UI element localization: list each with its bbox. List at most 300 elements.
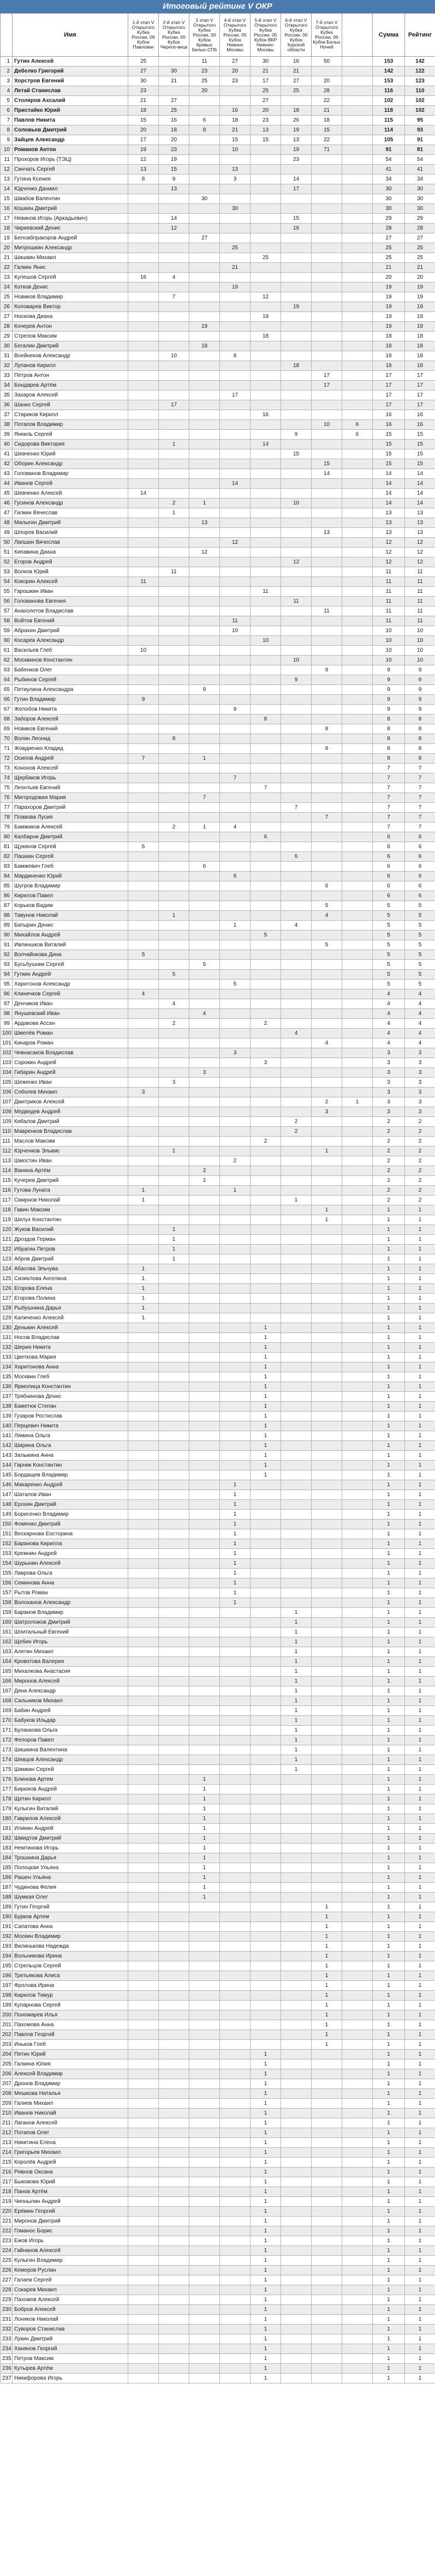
stage-score: 1 <box>312 2040 342 2050</box>
table-row <box>1 1088 435 1097</box>
stage-score <box>128 351 159 361</box>
stage-score <box>251 1677 281 1686</box>
row-index: 2 <box>1 67 13 76</box>
stage-score: 2 <box>159 499 189 508</box>
stage-score <box>281 665 312 675</box>
stage-score <box>342 695 373 705</box>
rank-cell: 1 <box>405 1755 435 1765</box>
sum-cell: 1 <box>373 1883 405 1893</box>
participant-name: Галкин Янис <box>13 263 128 273</box>
rank-cell: 1 <box>405 1647 435 1657</box>
stage-score <box>159 1510 189 1520</box>
stage-score: 8 <box>128 175 159 184</box>
rank-cell: 1 <box>405 1588 435 1598</box>
stage-score <box>220 381 251 391</box>
stage-score: 1 <box>220 1480 251 1490</box>
stage-score <box>281 2334 312 2344</box>
stage-score <box>281 2050 312 2059</box>
sum-cell: 1 <box>373 1647 405 1657</box>
stage-score <box>159 1696 189 1706</box>
stage-score <box>159 1951 189 1961</box>
stage-score <box>189 292 220 302</box>
stage-score <box>281 96 312 106</box>
sum-cell: 13 <box>373 518 405 528</box>
rank-cell: 1 <box>405 1677 435 1686</box>
stage-score: 20 <box>128 125 159 135</box>
stage-score: 1 <box>312 1991 342 2001</box>
stage-score: 25 <box>251 253 281 263</box>
participant-name: Хорстров Евгений <box>13 76 128 86</box>
rank-cell: 6 <box>405 852 435 862</box>
stage-score <box>189 1029 220 1038</box>
stage-score <box>251 656 281 665</box>
stage-score <box>251 1785 281 1794</box>
table-row <box>1 1549 435 1559</box>
stage-score: 4 <box>281 1029 312 1038</box>
stage-score <box>220 1137 251 1146</box>
stage-score <box>128 940 159 950</box>
row-index: 64 <box>1 675 13 685</box>
stage-score <box>159 2128 189 2138</box>
stage-score <box>189 1107 220 1117</box>
table-row <box>1 1736 435 1745</box>
rank-cell: 1 <box>405 1618 435 1628</box>
stage-score <box>189 1951 220 1961</box>
stage-score <box>128 901 159 911</box>
stage-score <box>281 567 312 577</box>
row-index: 138 <box>1 1402 13 1412</box>
stage-score <box>128 813 159 822</box>
table-row <box>1 1402 435 1412</box>
row-index: 30 <box>1 341 13 351</box>
stage-score <box>251 616 281 626</box>
stage-score <box>342 1991 373 2001</box>
stage-score: 1 <box>189 1844 220 1853</box>
rank-cell: 1 <box>405 2118 435 2128</box>
sum-cell: 1 <box>373 1431 405 1441</box>
participant-name: Смирнов Николай <box>13 1196 128 1205</box>
stage-score <box>342 1274 373 1284</box>
stage-score <box>342 1981 373 1991</box>
participant-name: Егоров Андрей <box>13 557 128 567</box>
stage-score <box>159 1009 189 1019</box>
rank-cell: 1 <box>405 2207 435 2217</box>
table-row <box>1 2030 435 2040</box>
stage-score: 1 <box>281 1765 312 1775</box>
sum-cell: 1 <box>373 2089 405 2099</box>
stage-score <box>189 400 220 410</box>
participant-name: Новиков Евгений <box>13 724 128 734</box>
stage-score <box>342 57 373 67</box>
stage-score <box>312 891 342 901</box>
stage-score <box>251 243 281 253</box>
table-row <box>1 960 435 970</box>
stage-score <box>189 1520 220 1529</box>
participant-name: Сорокин Андрей <box>13 1058 128 1068</box>
sum-cell: 9 <box>373 675 405 685</box>
stage-score: 21 <box>312 106 342 116</box>
stage-score <box>128 1902 159 1912</box>
row-index: 25 <box>1 292 13 302</box>
rank-cell: 1 <box>405 1775 435 1785</box>
stage-score <box>189 538 220 548</box>
stage-score <box>159 1893 189 1902</box>
table-row <box>1 2167 435 2177</box>
stage-score <box>251 322 281 332</box>
row-index: 173 <box>1 1745 13 1755</box>
stage-score <box>159 1441 189 1451</box>
participant-name: Волков Юрий <box>13 567 128 577</box>
row-index: 235 <box>1 2354 13 2364</box>
participant-name: Шелух Константин <box>13 1215 128 1225</box>
stage-score <box>220 1716 251 1726</box>
stage-score <box>281 2040 312 2050</box>
rank-cell: 13 <box>405 508 435 518</box>
stage-score: 27 <box>220 57 251 67</box>
stage-score <box>312 852 342 862</box>
stage-score <box>220 1736 251 1745</box>
participant-name: Абров Дмитрий <box>13 1254 128 1264</box>
stage-score <box>128 1785 159 1794</box>
stage-score <box>189 2069 220 2079</box>
stage-score: 6 <box>342 430 373 440</box>
row-index: 153 <box>1 1549 13 1559</box>
stage-score <box>342 940 373 950</box>
sum-cell: 1 <box>373 2305 405 2315</box>
row-index: 21 <box>1 253 13 263</box>
stage-score <box>128 332 159 341</box>
participant-name: Лаврова Ольга <box>13 1569 128 1578</box>
stage-score <box>159 1706 189 1716</box>
participant-name: Медведев Андрей <box>13 1107 128 1117</box>
participant-name: Бабуков Ильдар <box>13 1716 128 1726</box>
stage-score <box>251 538 281 548</box>
stage-score <box>251 724 281 734</box>
stage-score <box>342 2364 373 2374</box>
stage-score <box>128 1490 159 1500</box>
rank-cell: 4 <box>405 1019 435 1029</box>
sum-cell: 17 <box>373 400 405 410</box>
stage-score <box>220 2364 251 2374</box>
stage-score: 17 <box>128 135 159 145</box>
stage-score <box>159 1667 189 1677</box>
sum-cell: 115 <box>373 116 405 125</box>
participant-name: Петров Антон <box>13 371 128 381</box>
row-index: 162 <box>1 1637 13 1647</box>
participant-name: Бабин Андрей <box>13 1706 128 1716</box>
stage-score <box>342 125 373 135</box>
stage-score <box>281 2226 312 2236</box>
stage-score <box>128 980 159 989</box>
table-row <box>1 597 435 607</box>
sum-cell: 1 <box>373 1598 405 1608</box>
stage-score <box>220 1657 251 1667</box>
sum-cell: 12 <box>373 548 405 557</box>
participant-name: Шмостин Иван <box>13 1156 128 1166</box>
participant-name: Трябнинова Денис <box>13 1392 128 1402</box>
sum-cell: 1 <box>373 2344 405 2354</box>
stage-score <box>342 557 373 567</box>
stage-score <box>159 1196 189 1205</box>
sum-cell: 1 <box>373 2295 405 2305</box>
sum-cell: 1 <box>373 2177 405 2187</box>
stage-score <box>220 2246 251 2256</box>
stage-score <box>189 1225 220 1235</box>
stage-score <box>220 2325 251 2334</box>
row-index: 66 <box>1 695 13 705</box>
stage-score: 7 <box>220 773 251 783</box>
table-row <box>1 489 435 499</box>
stage-score <box>281 243 312 253</box>
stage-score <box>189 1362 220 1372</box>
stage-score <box>128 2059 159 2069</box>
stage-score <box>128 469 159 479</box>
stage-score <box>159 773 189 783</box>
row-index: 62 <box>1 656 13 665</box>
stage-score <box>220 1019 251 1029</box>
sum-cell: 17 <box>373 371 405 381</box>
participant-name: Вилинькова Надежда <box>13 1942 128 1951</box>
stage-score: 3 <box>159 1078 189 1088</box>
sum-cell: 17 <box>373 391 405 400</box>
rank-cell: 1 <box>405 1608 435 1618</box>
stage-score <box>312 1667 342 1677</box>
stage-score <box>220 2207 251 2217</box>
rank-cell: 1 <box>405 1657 435 1667</box>
rank-cell: 1 <box>405 2089 435 2099</box>
stage-score <box>189 145 220 155</box>
row-index: 15 <box>1 194 13 204</box>
table-row <box>1 1264 435 1274</box>
stage-score <box>251 1156 281 1166</box>
sum-cell: 11 <box>373 616 405 626</box>
stage-score <box>128 381 159 391</box>
table-row <box>1 989 435 999</box>
participant-name: Денчиков Иван <box>13 999 128 1009</box>
stage-score <box>220 2001 251 2010</box>
stage-score <box>128 1981 159 1991</box>
row-index: 57 <box>1 607 13 616</box>
participant-name: Сокарев Михаил <box>13 2285 128 2295</box>
stage-score <box>281 1097 312 1107</box>
sum-cell: 18 <box>373 351 405 361</box>
stage-score <box>342 960 373 970</box>
stage-score <box>281 2010 312 2020</box>
stage-score <box>281 381 312 391</box>
stage-score <box>220 734 251 744</box>
participant-name: Гайнанов Алексей <box>13 2246 128 2256</box>
sum-cell: 15 <box>373 430 405 440</box>
stage-score <box>342 1559 373 1569</box>
row-index: 48 <box>1 518 13 528</box>
stage-score <box>189 351 220 361</box>
table-row <box>1 76 435 86</box>
stage-score: 1 <box>312 1971 342 1981</box>
stage-score <box>189 2158 220 2167</box>
rank-cell: 30 <box>405 204 435 214</box>
stage-score <box>312 1235 342 1245</box>
participant-name: Заборов Алексей <box>13 714 128 724</box>
stage-score: 15 <box>312 125 342 135</box>
stage-score <box>312 2109 342 2118</box>
participant-name: Пристайко Юрий <box>13 106 128 116</box>
row-index: 128 <box>1 1304 13 1313</box>
stage-score <box>189 734 220 744</box>
stage-score <box>128 2197 159 2207</box>
sum-cell: 1 <box>373 2187 405 2197</box>
stage-score <box>312 832 342 842</box>
table-row <box>1 2315 435 2325</box>
stage-score <box>128 2167 159 2177</box>
participant-name: Калбарни Дмитрий <box>13 832 128 842</box>
rank-cell: 1 <box>405 1794 435 1804</box>
stage-score <box>159 2305 189 2315</box>
row-index: 63 <box>1 665 13 675</box>
stage-score <box>251 371 281 381</box>
row-index: 194 <box>1 1951 13 1961</box>
rank-cell: 1 <box>405 1578 435 1588</box>
stage-score <box>128 597 159 607</box>
stage-score: 11 <box>220 616 251 626</box>
stage-score <box>159 665 189 675</box>
stage-score <box>312 980 342 989</box>
stage-score <box>128 2295 159 2305</box>
rank-cell: 14 <box>405 489 435 499</box>
stage-score <box>312 989 342 999</box>
row-index: 105 <box>1 1078 13 1088</box>
participant-name: Москвинов Константин <box>13 656 128 665</box>
table-row <box>1 1569 435 1578</box>
stage-score <box>251 1264 281 1274</box>
stage-score <box>189 832 220 842</box>
sum-cell: 2 <box>373 1127 405 1137</box>
stage-score <box>312 1510 342 1520</box>
rank-cell: 3 <box>405 1048 435 1058</box>
stage-score: 1 <box>159 911 189 921</box>
stage-score <box>128 764 159 773</box>
stage-score <box>342 449 373 459</box>
stage-score: 1 <box>281 1716 312 1726</box>
rank-cell: 9 <box>405 705 435 714</box>
table-row <box>1 636 435 646</box>
stage-score <box>281 341 312 351</box>
stage-score <box>312 1529 342 1539</box>
stage-score: 1 <box>251 2285 281 2295</box>
table-row <box>1 1019 435 1029</box>
stage-score <box>312 332 342 341</box>
table-row <box>1 1628 435 1637</box>
sum-cell: 1 <box>373 2217 405 2226</box>
participant-name: Новиков Владимир <box>13 292 128 302</box>
sum-cell: 1 <box>373 1824 405 1834</box>
rank-cell: 41 <box>405 165 435 175</box>
participant-name: Шпорев Василий <box>13 528 128 538</box>
rank-cell: 5 <box>405 911 435 921</box>
rank-cell: 25 <box>405 253 435 263</box>
row-index: 206 <box>1 2069 13 2079</box>
stage-score: 18 <box>251 332 281 341</box>
row-index: 221 <box>1 2217 13 2226</box>
stage-score <box>342 440 373 449</box>
stage-score: 1 <box>220 1539 251 1549</box>
stage-score <box>251 1284 281 1294</box>
stage-score <box>159 283 189 292</box>
stage-score <box>281 783 312 793</box>
stage-score <box>342 1951 373 1961</box>
stage-score <box>342 2325 373 2334</box>
stage-score <box>128 1736 159 1745</box>
stage-score <box>128 714 159 724</box>
row-index: 141 <box>1 1431 13 1441</box>
stage-score <box>189 803 220 813</box>
stage-score: 1 <box>159 1254 189 1264</box>
stage-score: 1 <box>159 1146 189 1156</box>
row-index: 196 <box>1 1971 13 1981</box>
table-row <box>1 479 435 489</box>
stage-score <box>128 224 159 233</box>
stage-score <box>342 901 373 911</box>
stage-score <box>312 1863 342 1873</box>
stage-score <box>342 1117 373 1127</box>
stage-score <box>342 1225 373 1235</box>
sum-cell: 15 <box>373 440 405 449</box>
stage-score <box>128 2325 159 2334</box>
stage-score <box>189 2177 220 2187</box>
stage-score <box>251 1569 281 1578</box>
stage-score <box>281 420 312 430</box>
table-row <box>1 587 435 597</box>
stage-score <box>220 1863 251 1873</box>
stage-score <box>189 813 220 822</box>
table-row <box>1 1490 435 1500</box>
stage-score: 25 <box>159 106 189 116</box>
row-index: 110 <box>1 1127 13 1137</box>
stage-score: 16 <box>128 273 159 283</box>
stage-score <box>312 224 342 233</box>
stage-score <box>342 656 373 665</box>
stage-score <box>159 1294 189 1304</box>
stage-score <box>220 1893 251 1902</box>
stage-score <box>159 322 189 332</box>
stage-score <box>281 410 312 420</box>
stage-score: 6 <box>189 862 220 872</box>
participant-name: Михайлов Андрей <box>13 930 128 940</box>
stage-score <box>189 1961 220 1971</box>
stage-score <box>281 1883 312 1893</box>
participant-name: Ханянов Георгий <box>13 2344 128 2354</box>
stage-score <box>342 2128 373 2138</box>
row-index: 31 <box>1 351 13 361</box>
stage-score: 3 <box>189 1068 220 1078</box>
stage-score <box>342 489 373 499</box>
row-index: 24 <box>1 283 13 292</box>
stage-score: 20 <box>251 106 281 116</box>
stage-score <box>189 1117 220 1127</box>
stage-score <box>312 1844 342 1853</box>
stage-score <box>281 1225 312 1235</box>
stage-score <box>128 2099 159 2109</box>
stage-score <box>312 1745 342 1755</box>
stage-score <box>128 214 159 224</box>
stage-score <box>251 852 281 862</box>
stage-score <box>159 2158 189 2167</box>
table-row <box>1 862 435 872</box>
stage-score <box>128 1117 159 1127</box>
stage-score <box>189 508 220 518</box>
rank-cell: 1 <box>405 1520 435 1529</box>
stage-score: 1 <box>251 2148 281 2158</box>
stage-score <box>251 1951 281 1961</box>
